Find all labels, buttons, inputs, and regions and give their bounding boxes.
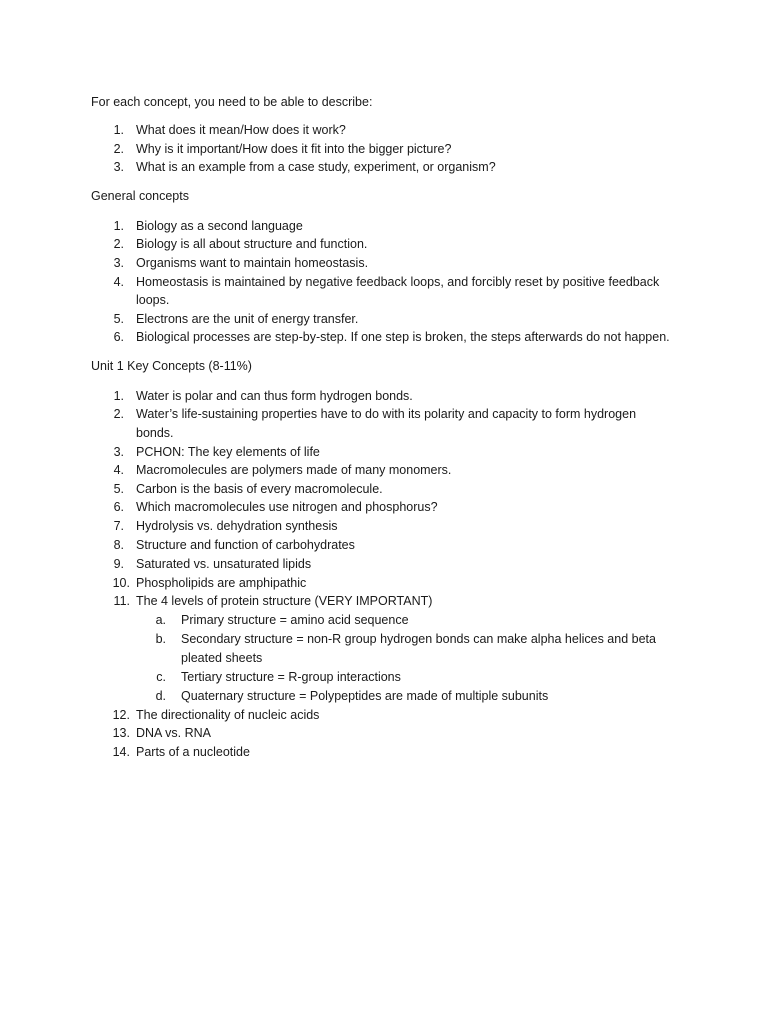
list-number: 4. — [113, 275, 124, 289]
sublist-text: Secondary structure = non-R group hydrogen bonds can make alpha helices and beta — [181, 632, 656, 646]
list-text: Saturated vs. unsaturated lipids — [136, 557, 312, 571]
sublist-letter: c. — [156, 670, 166, 684]
list-number: 7. — [113, 519, 124, 533]
list-text: Biology is all about structure and function. — [136, 237, 368, 251]
list-number: 3. — [113, 256, 124, 270]
list-number: 6. — [113, 500, 124, 514]
list-text: Macromolecules are polymers made of many monomers. — [136, 463, 452, 477]
list-number: 3. — [113, 445, 124, 459]
list-text: Biological processes are step-by-step. If one step is broken, the steps afterwards do not happen. — [136, 330, 670, 344]
list-text: Why is it important/How does it fit into the bigger picture? — [136, 142, 452, 156]
list-number: 2. — [113, 142, 124, 156]
list-text: Hydrolysis vs. dehydration synthesis — [136, 519, 338, 533]
list-text: The directionality of nucleic acids — [136, 708, 320, 722]
list-number: 13. — [112, 726, 130, 740]
sublist-text: Primary structure = amino acid sequence — [181, 613, 409, 627]
list-text: Water is polar and can thus form hydrogen bonds. — [136, 389, 413, 403]
list-number: 4. — [113, 463, 124, 477]
list-text: Biology as a second language — [136, 219, 303, 233]
list-text: Structure and function of carbohydrates — [136, 538, 355, 552]
sublist-letter: d. — [155, 689, 166, 703]
list-text: DNA vs. RNA — [136, 726, 212, 740]
list-text: What does it mean/How does it work? — [136, 123, 346, 137]
list-number: 8. — [113, 538, 124, 552]
list-number: 1. — [113, 219, 124, 233]
list-number: 11. — [113, 594, 130, 608]
list-number: 2. — [113, 237, 124, 251]
list-text: Organisms want to maintain homeostasis. — [136, 256, 369, 270]
list-text: The 4 levels of protein structure (VERY IMPORTANT) — [136, 594, 433, 608]
intro-heading: For each concept, you need to be able to describe: — [91, 95, 373, 109]
list-text: What is an example from a case study, experiment, or organism? — [136, 160, 496, 174]
list-text: Electrons are the unit of energy transfer. — [136, 312, 359, 326]
list-number: 14. — [112, 745, 130, 759]
general-heading: General concepts — [91, 189, 189, 203]
sublist-text: Quaternary structure = Polypeptides are made of multiple subunits — [181, 689, 549, 703]
list-text: Phospholipids are amphipathic — [136, 576, 307, 590]
list-number: 12. — [112, 708, 130, 722]
list-text: Carbon is the basis of every macromolecule. — [136, 482, 383, 496]
list-number: 1. — [113, 123, 124, 137]
list-text: Which macromolecules use nitrogen and phosphorus? — [136, 500, 438, 514]
sublist-letter: a. — [155, 613, 166, 627]
sublist-text: pleated sheets — [181, 651, 263, 665]
sublist-letter: b. — [155, 632, 166, 646]
list-text: Homeostasis is maintained by negative feedback loops, and forcibly reset by positive feedback — [136, 275, 660, 289]
list-text: Parts of a nucleotide — [136, 745, 250, 759]
list-number: 6. — [113, 330, 124, 344]
unit1-heading: Unit 1 Key Concepts (8-11%) — [91, 359, 252, 373]
list-text: loops. — [136, 293, 170, 307]
list-number: 1. — [113, 389, 124, 403]
list-number: 9. — [113, 557, 124, 571]
list-text: Water’s life-sustaining properties have to do with its polarity and capacity to form hydrogen — [136, 407, 637, 421]
sublist-text: Tertiary structure = R-group interactions — [181, 670, 401, 684]
list-text: bonds. — [136, 426, 174, 440]
list-number: 10. — [112, 576, 130, 590]
list-number: 3. — [113, 160, 124, 174]
list-number: 5. — [113, 482, 124, 496]
list-number: 5. — [113, 312, 124, 326]
list-number: 2. — [113, 407, 124, 421]
list-text: PCHON: The key elements of life — [136, 445, 320, 459]
